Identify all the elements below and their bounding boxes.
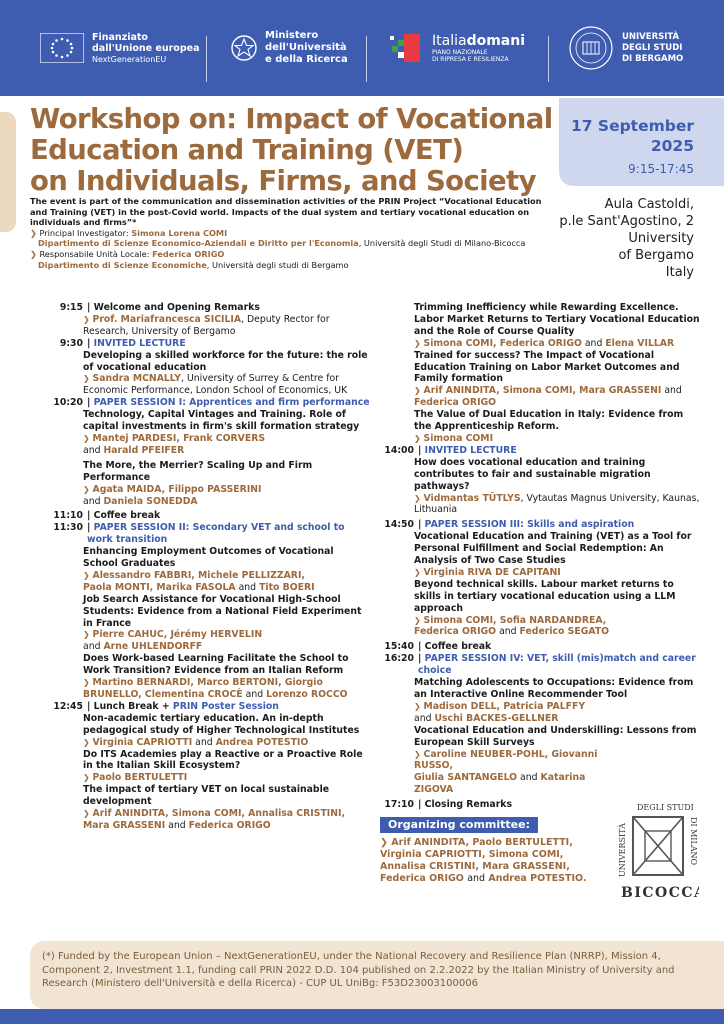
paper-authors: Katarina ZIGOVA (414, 772, 586, 796)
event-date (571, 116, 694, 156)
italiadomani-name-b: domani (466, 33, 526, 49)
and-text: and (83, 495, 101, 507)
and-text: and (414, 712, 432, 724)
poster-authors: ❯ Simona COMI, Federica ORIGO (414, 338, 582, 349)
italiadomani-logo (388, 0, 525, 96)
ministry-line2: dell'Università (265, 42, 347, 53)
slot-time: 9:30 (59, 337, 83, 349)
unibg-line2: DEGLI STUDI (622, 42, 683, 53)
poster-title: The impact of tertiary VET on local sustainable development (83, 784, 330, 808)
poster-authors: Mara GRASSENI (83, 819, 166, 831)
paper-authors: Uschi BACKES-GELLNER (434, 712, 559, 724)
rl-label: Responsabile Unità Locale: (39, 248, 150, 259)
committee-line: Virginia CAPRIOTTI, Simona COMI, (380, 848, 564, 860)
program-left (40, 302, 370, 832)
paper-title: Enhancing Employment Outcomes of Vocational School Graduates (83, 546, 334, 570)
rl-university: , Università degli studi di Bergamo (206, 259, 349, 270)
poster-title: Non-academic tertiary education. An in-depth pedagogical study of Higher Technological Institutes (83, 712, 360, 736)
slot-title: Lunch Break + (93, 700, 173, 712)
paper-authors: ❯ Virginia RIVA DE CAPITANI (414, 567, 561, 578)
rl-department: Dipartimento di Scienze Economiche (38, 259, 207, 270)
and-text: and (168, 819, 186, 831)
unibg-seal-icon (568, 25, 614, 71)
slot-title: Closing Remarks (424, 799, 512, 811)
page-title (30, 104, 570, 197)
session-label: PAPER SESSION I: Apprentices and firm performance (93, 397, 370, 409)
bicocca-arc3: DI MILANO (689, 817, 698, 866)
pi-department: Dipartimento di Scienze Economico-Aziendali e Diritto per l'Economia (38, 238, 359, 249)
unibg-logo (568, 0, 683, 96)
divider (366, 36, 367, 82)
ministry-logo (230, 0, 348, 96)
slot-title: Coffee break (424, 641, 492, 653)
header-bar (0, 0, 724, 96)
speaker: ❯ Vidmantas TŪTLYS (414, 493, 521, 504)
paper-authors: ❯ Agata MAIDA, Filippo PASSERINI (83, 484, 262, 495)
paper-title: Job Search Assistance for Vocational High-School Students: Evidence from a National Field Experiment in France (83, 593, 362, 629)
and-text: and (238, 581, 257, 593)
intro: The event is part of the communication and dissemination activities of the PRIN Project “Vocational Education and Training (VET) in the post-Covid world. Impacts of the dual system and tertiary vocational education on individuals and firms”* ❯ Principal Investigator: Simona Lorena COMI Dipartimento di Scienze Economico-Aziendali e Diritto per l'Economia, Università degli Studi di Milano-Bicocca ❯ Responsabile Unità Locale: Federica ORIGO Dipartimento di Scienze Economiche, Università degli studi di Bergamo (30, 196, 550, 270)
poster-authors: ❯ Virginia CAPRIOTTI (83, 737, 192, 748)
divider (548, 36, 549, 82)
and-text: and (83, 641, 101, 653)
speaker: ❯ Prof. Mariafrancesca SICILIA (83, 314, 241, 325)
eu-line2: dall'Unione europea (92, 42, 200, 54)
program-item: 9:30 | INVITED LECTURE (40, 338, 370, 350)
paper-authors: Arne UHLENDORFF (103, 641, 203, 653)
and-text: and (195, 736, 213, 748)
title-line1: Workshop on: Impact of Vocational (30, 103, 553, 135)
session-label: INVITED LECTURE (424, 444, 517, 456)
slot-title: Welcome and Opening Remarks (93, 302, 260, 313)
poster-authors: Andrea POTESTIO (215, 736, 309, 748)
unibg-line1: UNIVERSITÀ (622, 31, 680, 42)
session-label: PAPER SESSION IV: VET, skill (mis)match and career choice (418, 653, 696, 677)
paper-authors: ❯ Mantej PARDESI, Frank CORVERS (83, 433, 265, 444)
paper-authors: Federica ORIGO (414, 626, 497, 638)
italiadomani-name-a: Italia (432, 33, 467, 49)
paper-authors: Lorenzo ROCCO (266, 689, 348, 700)
pi-label: Principal Investigator: (39, 227, 129, 238)
poster-authors: ❯ Simona COMI (414, 433, 493, 444)
poster-session-label: PRIN Poster Session (172, 700, 279, 712)
talk-title: How does vocational education and training contributes to fair and sustainable migration pathways? (414, 456, 651, 492)
and-text: and (467, 872, 486, 884)
slot-time: 14:50 (384, 519, 414, 531)
eu-line3: NextGenerationEU (92, 54, 167, 64)
italiadomani-icon (388, 28, 428, 68)
committee-line: Arif ANINDITA, Paolo BERTULETTI, (391, 836, 573, 848)
paper-title: The More, the Merrier? Scaling Up and Firm Performance (83, 459, 313, 483)
italian-emblem-icon (230, 32, 258, 64)
session-label: PAPER SESSION III: Skills and aspiration (424, 519, 635, 531)
speaker-affiliation: , Deputy Rector for Research, University of Bergamo (83, 313, 330, 337)
italiadomani-sub2: DI RIPRESA E RESILIENZA (432, 56, 509, 63)
slot-time: 10:20 (53, 397, 83, 409)
italiadomani-sub1: PIANO NAZIONALE (432, 49, 488, 56)
unibg-line3: DI BERGAMO (622, 53, 684, 64)
date-line2: 2025 (650, 137, 694, 155)
paper-authors: ❯ Alessandro FABBRI, Michele PELLIZZARI, (83, 570, 305, 581)
program-item: 14:50 | PAPER SESSION III: Skills and aspiration (376, 519, 702, 531)
slot-time: 12:45 (53, 700, 83, 712)
committee-line: Annalisa CRISTINI, Mara GRASSENI, (380, 860, 570, 872)
eu-flag-icon (40, 33, 84, 63)
project-description: The event is part of the communication and dissemination activities of the PRIN Project “Vocational Education and Training (VET) in the post-Covid world. Impacts of the dual system and tertiary vocational education on individuals and firms”* (30, 196, 542, 228)
eu-logo (40, 0, 199, 96)
slot-title: Coffee break (93, 510, 161, 522)
poster-authors: ❯ Arif ANINDITA, Simona COMI, Annalisa CRISTINI, (83, 808, 345, 819)
ministry-line3: e della Ricerca (265, 54, 348, 65)
event-time: 9:15-17:45 (628, 162, 694, 176)
organizing-committee-heading: Organizing committee: (380, 817, 538, 833)
slot-time: 17:10 (384, 799, 414, 811)
bicocca-emblem-icon (617, 797, 699, 905)
paper-authors: Daniela SONEDDA (103, 495, 198, 507)
paper-title: Does Work-based Learning Facilitate the School to Work Transition? Evidence from an Italian Reform (83, 653, 349, 677)
poster-authors: Federica ORIGO (414, 397, 497, 409)
bicocca-arc1: UNIVERSITÀ (618, 823, 627, 877)
footer-bar (0, 1009, 724, 1024)
poster-title: Trimming Inefficiency while Rewarding Excellence. Labor Market Returns to Tertiary Vocational Education and the Role of Course Quality (414, 302, 700, 337)
program-item: 9:15 | Welcome and Opening Remarks (40, 302, 370, 314)
paper-authors: ❯ Martino BERNARDI, Marco BERTONI, Giorgio BRUNELLO, Clementina CROCÈ (83, 677, 323, 700)
paper-authors: ❯ Caroline NEUBER-POHL, Giovanni RUSSO, (414, 749, 597, 772)
session-label: PAPER SESSION II: Secondary VET and school to work transition (87, 522, 345, 546)
title-line3: on Individuals, Firms, and Society (30, 165, 536, 197)
poster-title: Do ITS Academies play a Reactive or a Proactive Role in the Italian Skill Ecosystem? (83, 748, 363, 772)
paper-authors: ❯ Simona COMI, Sofia NARDANDREA, (414, 615, 606, 626)
and-text: and (584, 337, 603, 349)
poster-authors: Federica ORIGO (188, 819, 271, 831)
slot-time: 16:20 (384, 653, 414, 665)
committee-line: Federica ORIGO (380, 872, 464, 884)
funding-note: (*) Funded by the European Union – NextGenerationEU, under the National Recovery and Resilience Plan (NRRP), Mission 4, Component 2, Investment 1.1, funding call PRIN 2022 D.D. 104 published on 2.2.2022 by the Italian Ministry of University and Research (Ministero dell'Università e della Ricerca) - CUP UL UniBg: F53D23003100006 (30, 941, 724, 1009)
decorative-tab (0, 112, 16, 232)
speaker: ❯ Sandra MCNALLY (83, 373, 181, 384)
speaker-affiliation: , Vytautas Magnus University, Kaunas, Lithuania (414, 492, 700, 516)
bicocca-logo (617, 797, 699, 905)
program-item: 15:40 | Coffee break (376, 641, 702, 653)
program-item: 12:45 | Lunch Break + PRIN Poster Session (40, 701, 370, 713)
pi-university: , Università degli Studi di Milano-Bicocca (358, 238, 526, 249)
and-text: and (83, 444, 101, 456)
paper-authors: ❯ Pierre CAHUC, Jérémy HERVELIN (83, 629, 262, 640)
event-venue (534, 196, 694, 281)
program-item: 14:00 | INVITED LECTURE (376, 445, 702, 457)
bicocca-name: BICOCCA (621, 885, 699, 901)
venue-line5: Italy (665, 265, 694, 280)
program-item: 16:20 | PAPER SESSION IV: VET, skill (mis)match and career choice (376, 653, 702, 677)
rl-name: Federica ORIGO (152, 248, 225, 259)
paper-title: Beyond technical skills. Labour market returns to skills in tertiary vocational education using a LLM approach (414, 578, 676, 614)
venue-line3: University (628, 231, 694, 246)
venue-line4: of Bergamo (618, 248, 694, 263)
poster-title: The Value of Dual Education in Italy: Evidence from the Apprenticeship Reform. (414, 409, 684, 433)
paper-title: Vocational Education and Training (VET) as a Tool for Personal Fulfillment and Social Redemption: An Analysis of Two Case Studies (414, 531, 692, 567)
and-text: and (245, 689, 264, 700)
slot-time: 14:00 (384, 444, 414, 456)
paper-authors: Giulia SANTANGELO (414, 772, 518, 784)
program-item: 11:30 | PAPER SESSION II: Secondary VET and school to work transition (40, 522, 370, 546)
divider (206, 36, 207, 82)
poster-title: Trained for success? The Impact of Vocational Education Training on Labor Market Outcomes and Family formation (414, 349, 680, 385)
poster-authors: ❯ Arif ANINDITA, Simona COMI, Mara GRASSENI (414, 385, 661, 396)
pi-name: Simona Lorena COMI (131, 227, 228, 238)
venue-line1: Aula Castoldi, (604, 197, 694, 212)
title-line2: Education and Training (VET) (30, 134, 464, 166)
paper-authors: Paola MONTI, Marika FASOLA (83, 581, 236, 593)
speaker-affiliation: , University of Surrey & Centre for Economic Performance, London School of Economics, UK (83, 373, 348, 397)
ministry-line1: Ministero (265, 30, 319, 41)
program-item: 11:10 | Coffee break (40, 510, 370, 522)
venue-line2: p.le Sant'Agostino, 2 (559, 214, 694, 229)
paper-authors: ❯ Madison DELL, Patricia PALFFY (414, 701, 585, 712)
paper-title: Matching Adolescents to Occupations: Evidence from an Interactive Online Recommender Tool (414, 677, 694, 700)
paper-authors: Harald PFEIFER (103, 444, 185, 456)
program-item: 10:20 | PAPER SESSION I: Apprentices and firm performance (40, 397, 370, 409)
eu-line1: Finanziato (92, 31, 148, 43)
session-label: INVITED LECTURE (93, 337, 186, 349)
paper-authors: Tito BOERI (259, 581, 315, 593)
committee-line: Andrea POTESTIO. (488, 872, 587, 884)
poster-authors: ❯ Paolo BERTULETTI (83, 772, 187, 783)
and-text: and (664, 385, 682, 397)
program-item: 17:10 | Closing Remarks (376, 799, 702, 811)
talk-title: Developing a skilled workforce for the future: the role of vocational education (83, 349, 368, 373)
date-line1: 17 September (570, 117, 694, 135)
slot-time: 15:40 (384, 641, 414, 653)
bicocca-arc2: DEGLI STUDI (637, 803, 694, 812)
slot-time: 9:15 (59, 302, 83, 313)
paper-title: Vocational Education and Underskilling: Lessons from European Skill Surveys (414, 724, 697, 748)
paper-authors: Federico SEGATO (519, 626, 610, 638)
paper-title: Technology, Capital Vintages and Training. Role of capital investments in firm's skill formation strategy (83, 409, 360, 433)
slot-time: 11:30 (53, 522, 83, 534)
poster-authors: Elena VILLAR (605, 337, 675, 349)
slot-time: 11:10 (53, 510, 83, 522)
and-text: and (499, 626, 517, 638)
organizing-committee-list: ❯ Arif ANINDITA, Paolo BERTULETTI, Virginia CAPRIOTTI, Simona COMI, Annalisa CRISTINI, Mara GRASSENI, Federica ORIGO and Andrea POTESTIO. (380, 837, 702, 885)
and-text: and (520, 772, 538, 784)
